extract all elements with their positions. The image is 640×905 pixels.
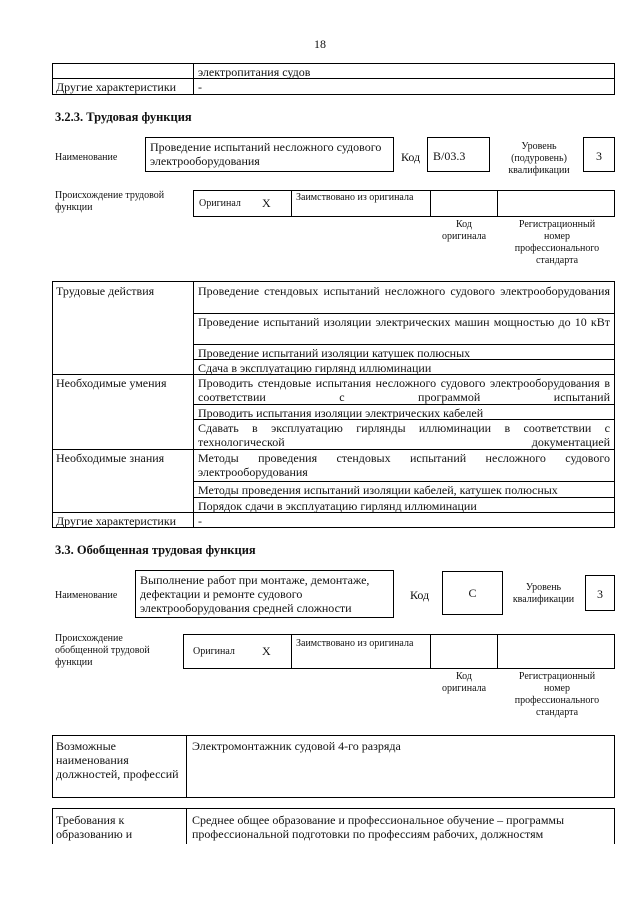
other-label-323: Другие характеристики	[56, 514, 177, 528]
code-value-box-33	[442, 571, 503, 615]
other-value-323: -	[198, 514, 202, 528]
origin-label-323: Происхождение трудовой функции	[55, 190, 165, 213]
name-value-323: Проведение испытаний несложного судового электрооборудования	[150, 140, 382, 168]
level-value-box-33	[585, 575, 615, 611]
original-mark-33: X	[262, 644, 271, 658]
name-label-33: Наименование	[55, 590, 118, 601]
level-label-323: Уровень (подуровень) квалификации	[508, 141, 570, 176]
level-value-33: 3	[597, 587, 603, 601]
skill-2: Проводить испытания изоляции электрических кабелей	[198, 406, 484, 420]
code-original-label-323: Код оригинала	[441, 219, 487, 242]
labor-action-2: Проведение испытаний изоляции электрических машин мощностью до 10 кВт	[198, 315, 610, 329]
skill-3: Сдавать в эксплуатацию гирлянды иллюминации в соответствии с технологической документацией	[198, 421, 610, 449]
level-value-box-323	[583, 137, 615, 172]
code-original-label-33: Код оригинала	[441, 671, 487, 694]
code-label-33: Код	[410, 588, 430, 602]
top-row2-label: Другие характеристики	[56, 80, 177, 94]
positions-label: Возможные наименования должностей, профессий	[56, 739, 179, 781]
name-value-box-33	[135, 570, 394, 618]
level-label-33: Уровень квалификации	[512, 582, 575, 605]
skill-1: Проводить стендовые испытания несложного судового электрооборудования в соответствии с программой испытаний	[198, 376, 610, 404]
name-value-33: Выполнение работ при монтаже, демонтаже, дефектации и ремонте судового электрооборудования средней сложности	[140, 573, 370, 615]
knowledge-1: Методы проведения стендовых испытаний несложного судового электрооборудования	[198, 451, 610, 479]
labor-actions-label: Трудовые действия	[56, 284, 155, 298]
name-value-box-323	[145, 137, 394, 172]
skills-label: Необходимые умения	[56, 376, 167, 390]
reg-number-label-33: Регистрационный номер профессионального стандарта	[514, 671, 600, 718]
section-33-heading: 3.3. Обобщенная трудовая функция	[55, 543, 256, 557]
labor-action-1: Проведение стендовых испытаний несложного судового электрооборудования	[198, 284, 610, 298]
page-number: 18	[314, 37, 326, 51]
education-label: Требования к образованию и	[56, 813, 133, 841]
labor-action-4: Сдача в эксплуатацию гирлянд иллюминации	[198, 361, 432, 375]
knowledge-2: Методы проведения испытаний изоляции кабелей, катушек полюсных	[198, 483, 558, 497]
code-value-box-323	[427, 137, 490, 172]
borrowed-label-323: Заимствовано из оригинала	[296, 192, 414, 203]
positions-value: Электромонтажник судовой 4-го разряда	[192, 739, 401, 753]
labor-action-3: Проведение испытаний изоляции катушек полюсных	[198, 346, 471, 360]
code-label-323: Код	[401, 150, 421, 164]
borrowed-label-33: Заимствовано из оригинала	[296, 638, 414, 649]
knowledge-label: Необходимые знания	[56, 451, 165, 465]
level-value-323: 3	[596, 149, 602, 163]
code-value-33: C	[468, 586, 477, 600]
top-row1-value: электропитания судов	[198, 65, 311, 79]
reg-number-label-323: Регистрационный номер профессионального стандарта	[514, 219, 600, 266]
original-label-33: Оригинал	[193, 646, 235, 657]
original-label-323: Оригинал	[199, 198, 241, 209]
top-row2-value: -	[198, 80, 202, 94]
section-323-heading: 3.2.3. Трудовая функция	[55, 110, 192, 124]
code-value-323: B/03.3	[433, 149, 466, 163]
origin-label-33: Происхождение обобщенной трудовой функции	[55, 633, 150, 668]
education-value: Среднее общее образование и профессиональное обучение – программы профессиональной подготовки по профессиям рабочих, должностям	[192, 813, 565, 841]
name-label-323: Наименование	[55, 152, 118, 163]
knowledge-3: Порядок сдачи в эксплуатацию гирлянд иллюминации	[198, 499, 477, 513]
original-mark-323: X	[262, 196, 271, 210]
